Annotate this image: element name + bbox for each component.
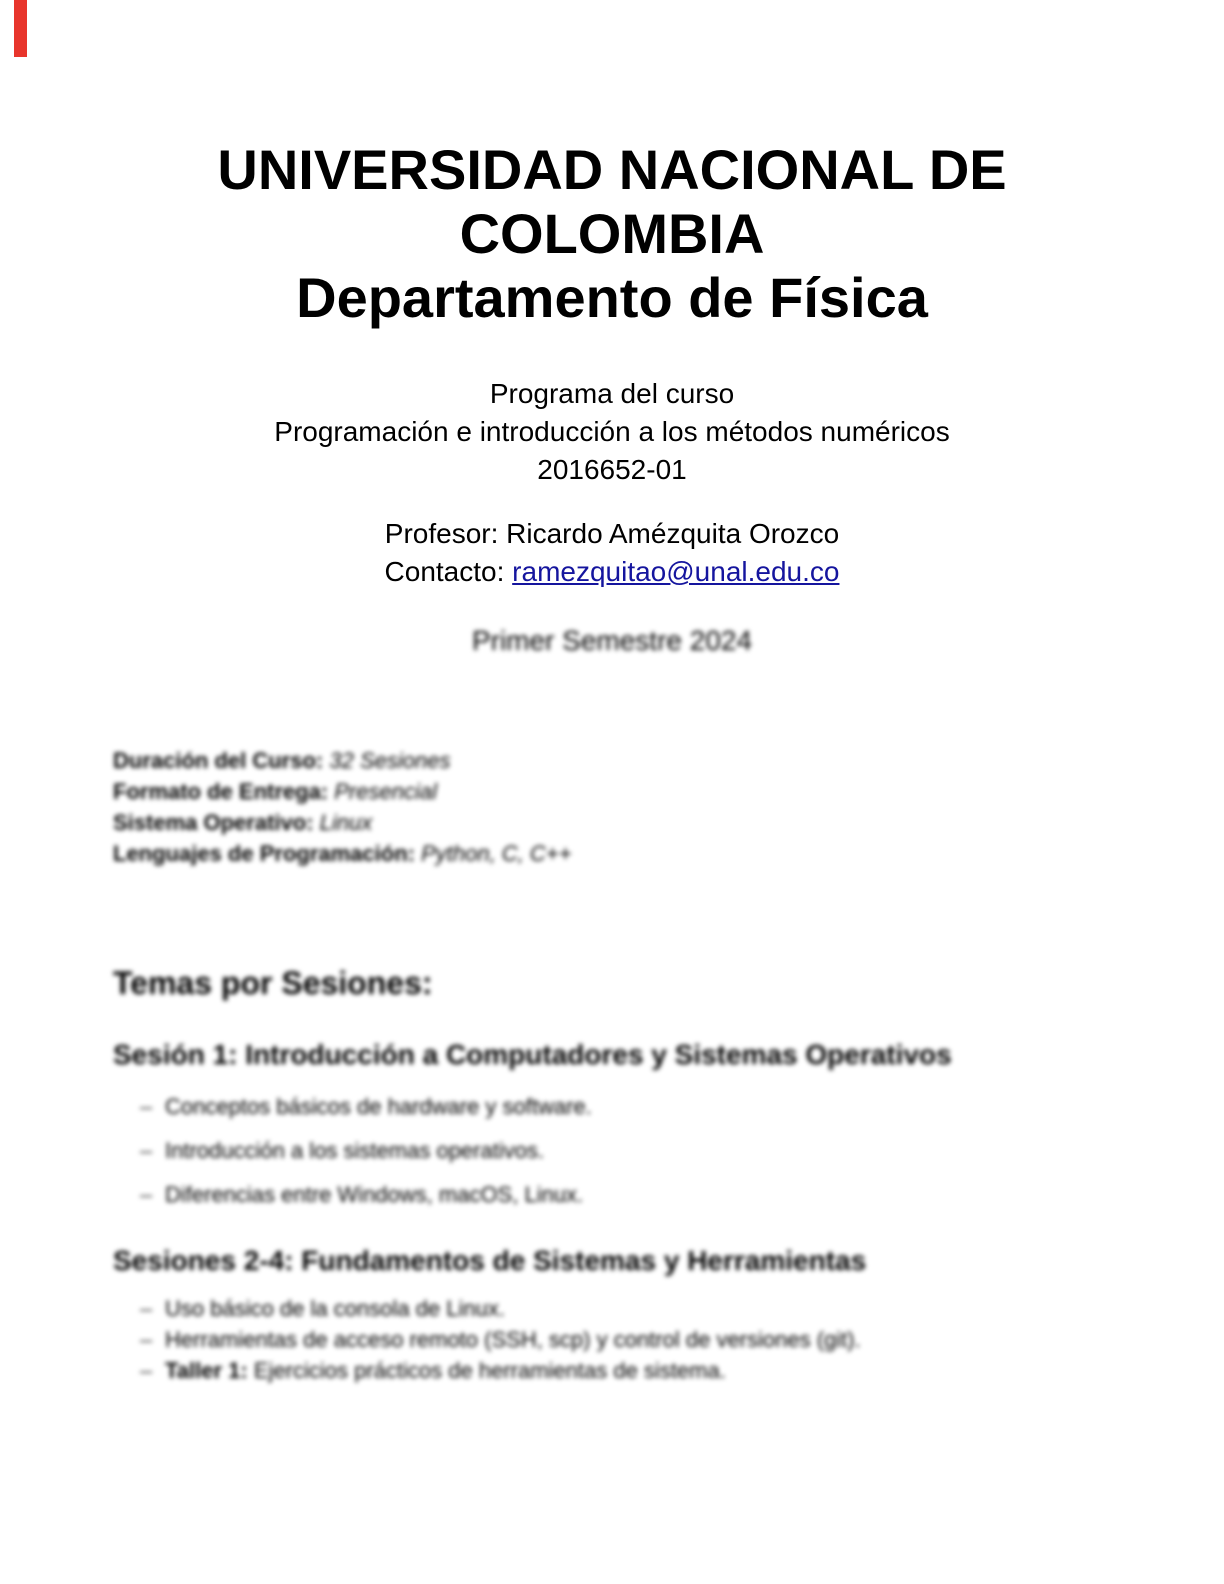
bullet-text: Ejercicios prácticos de herramientas de sistema. — [247, 1358, 726, 1383]
bullet-dash-marker: – — [140, 1358, 153, 1383]
bullet-item — [140, 1293, 1224, 1324]
detail-label: Lenguajes de Programación: — [113, 841, 415, 866]
university-title-line-1: UNIVERSIDAD NACIONAL DE — [217, 138, 1007, 201]
detail-value: 32 Sesiones — [323, 748, 451, 773]
detail-label: Sistema Operativo: — [113, 810, 314, 835]
professor-block — [0, 515, 1224, 591]
contact-line — [0, 553, 1224, 591]
course-detail-row — [113, 745, 1224, 776]
course-detail-row — [113, 807, 1224, 838]
contact-label: Contacto: — [384, 556, 513, 587]
course-subtitle-line-2: Programación e introducción a los métodos numéricos — [274, 416, 950, 447]
detail-value: Presencial — [328, 779, 437, 804]
bullet-text: Diferencias entre Windows, macOS, Linux. — [165, 1182, 584, 1207]
bullet-item — [140, 1129, 1224, 1173]
bullet-text: Introducción a los sistemas operativos. — [165, 1138, 545, 1163]
session-1-bullet-list — [140, 1085, 1224, 1217]
bullet-text: Uso básico de la consola de Linux. — [165, 1296, 505, 1321]
course-subtitle-line-1: Programa del curso — [489, 378, 735, 409]
professor-line: Profesor: Ricardo Amézquita Orozco — [384, 518, 840, 549]
session-1-heading: Sesión 1: Introducción a Computadores y Sistemas Operativos — [113, 1039, 952, 1070]
bullet-dash-marker: – — [140, 1182, 153, 1207]
course-code-line: 2016652-01 — [537, 454, 687, 485]
bullet-item — [140, 1173, 1224, 1217]
bullet-dash-marker: – — [140, 1296, 153, 1321]
bullet-text: Herramientas de acceso remoto (SSH, scp) y control de versiones (git). — [165, 1327, 861, 1352]
course-details — [113, 745, 1224, 869]
detail-label: Formato de Entrega: — [113, 779, 329, 804]
bullet-dash-marker: – — [140, 1094, 153, 1119]
semester-line: Primer Semestre 2024 — [471, 625, 753, 656]
course-subtitle — [0, 375, 1224, 489]
bullet-item — [140, 1324, 1224, 1355]
bullet-lead: Taller 1: — [165, 1358, 248, 1383]
department-title-line: Departamento de Física — [296, 266, 928, 329]
bullet-item — [140, 1085, 1224, 1129]
detail-value: Python, C, C++ — [414, 841, 572, 866]
university-title — [0, 138, 1224, 330]
topics-heading: Temas por Sesiones: — [113, 965, 433, 1001]
bullet-dash-marker: – — [140, 1327, 153, 1352]
detail-label: Duración del Curso: — [113, 748, 324, 773]
session-2-4-heading: Sesiones 2-4: Fundamentos de Sistemas y Herramientas — [113, 1245, 867, 1276]
course-detail-row — [113, 838, 1224, 869]
course-detail-row — [113, 776, 1224, 807]
university-title-line-2: COLOMBIA — [459, 202, 765, 265]
bullet-dash-marker: – — [140, 1138, 153, 1163]
page-corner-marker — [14, 0, 27, 57]
contact-email-link[interactable]: ramezquitao@unal.edu.co — [512, 556, 840, 587]
session-2-4-bullet-list — [140, 1293, 1224, 1386]
bullet-text: Conceptos básicos de hardware y software. — [165, 1094, 592, 1119]
bullet-item — [140, 1355, 1224, 1386]
detail-value: Linux — [313, 810, 373, 835]
